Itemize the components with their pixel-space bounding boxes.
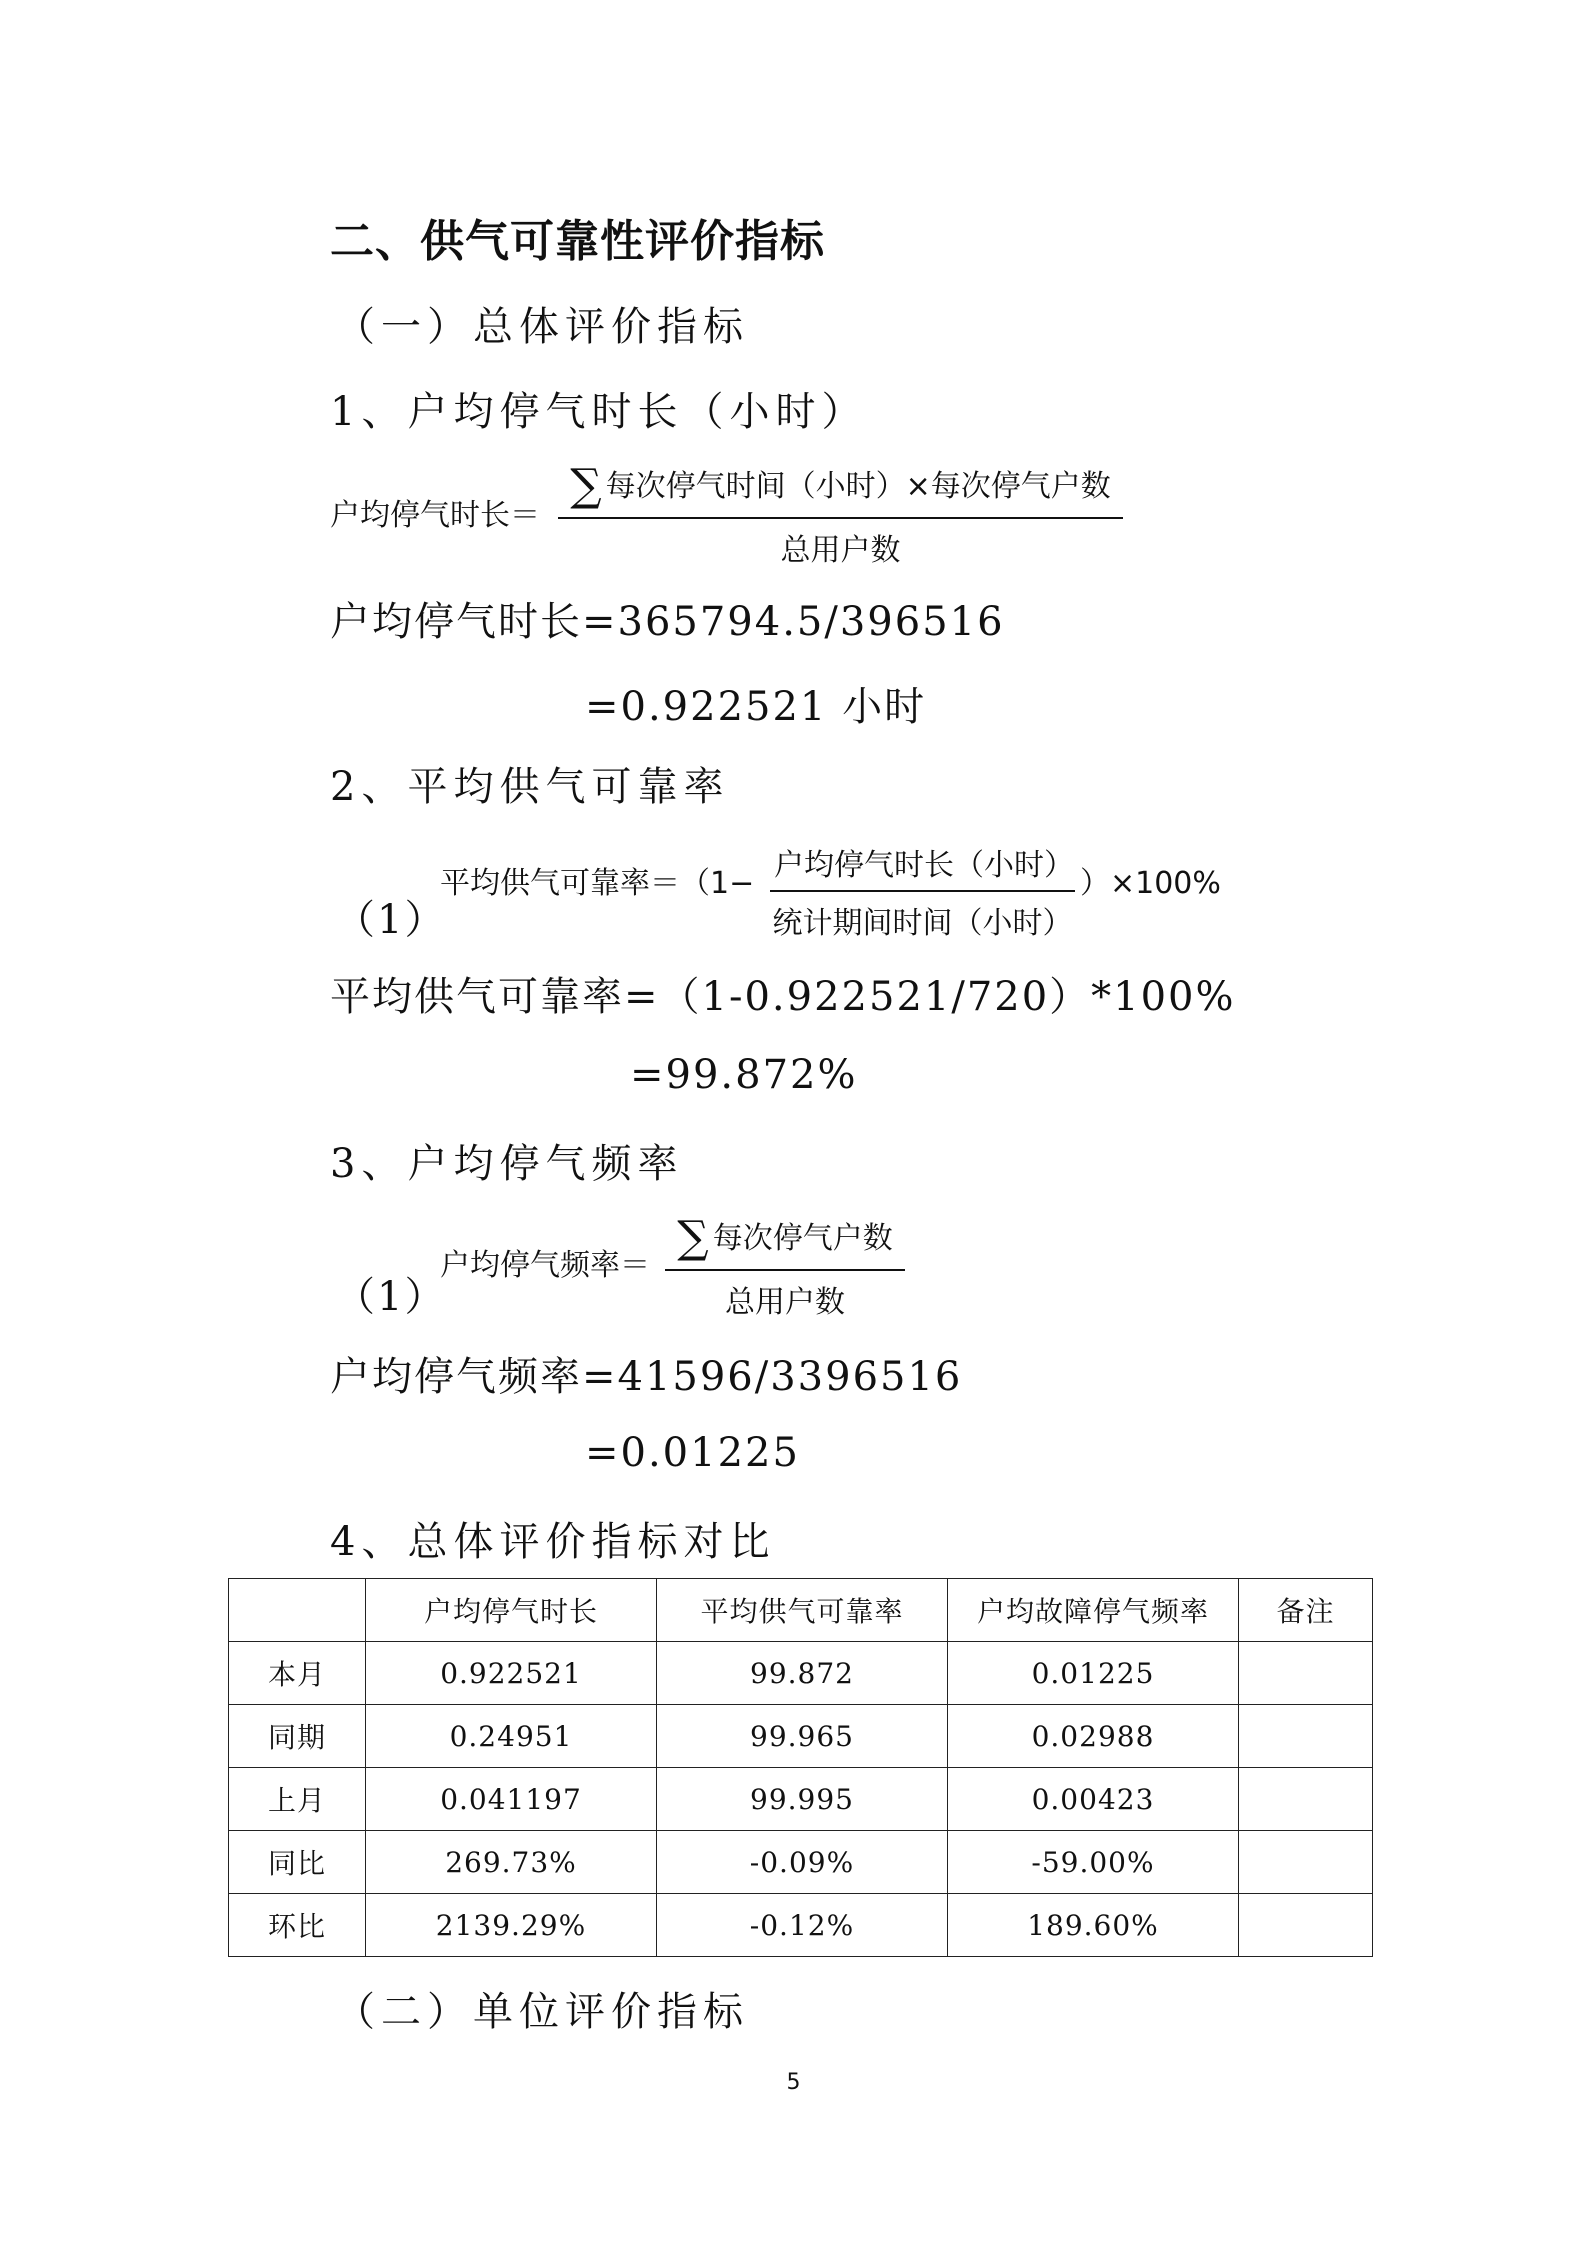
page-number: 5	[786, 2070, 801, 2095]
table-cell: 99.995	[657, 1768, 948, 1831]
table-cell	[1239, 1831, 1373, 1894]
table-cell	[1239, 1705, 1373, 1768]
table-header-cell: 备注	[1239, 1579, 1373, 1642]
table-header-cell	[229, 1579, 366, 1642]
table-cell: 189.60%	[948, 1894, 1239, 1957]
table-header-cell: 户均停气时长	[366, 1579, 657, 1642]
table-cell: 99.965	[657, 1705, 948, 1768]
item1-title: 1、户均停气时长（小时）	[330, 389, 868, 435]
item2-title: 2、平均供气可靠率	[330, 764, 730, 810]
table-cell: 同比	[229, 1831, 366, 1894]
table-cell: 0.01225	[948, 1642, 1239, 1705]
table-cell: 0.922521	[366, 1642, 657, 1705]
table-header-row	[229, 1579, 1373, 1642]
item2-formula-rhs: ）×100%	[1080, 866, 1221, 901]
item3-formula-fraction	[665, 1212, 905, 1321]
subsection-title-unit: （二）单位评价指标	[335, 1989, 749, 2035]
table-cell: -59.00%	[948, 1831, 1239, 1894]
subsection-title-overall: （一）总体评价指标	[335, 304, 749, 350]
table-cell: 环比	[229, 1894, 366, 1957]
table-cell: 本月	[229, 1642, 366, 1705]
item3-label: （1）	[335, 1274, 447, 1320]
table-row	[229, 1831, 1373, 1894]
item1-formula-numerator	[558, 460, 1123, 519]
item2-formula-lhs: 平均供气可靠率＝（1−	[440, 866, 755, 901]
sigma-symbol: ∑	[677, 1212, 709, 1263]
item2-formula-fraction	[770, 840, 1075, 942]
item3-calc-line1: 户均停气频率=41596/3396516	[330, 1354, 963, 1400]
table-cell: 同期	[229, 1705, 366, 1768]
table-row	[229, 1642, 1373, 1705]
item3-formula-lhs: 户均停气频率＝	[440, 1248, 650, 1283]
item3-title: 3、户均停气频率	[330, 1141, 684, 1187]
table-cell	[1239, 1768, 1373, 1831]
table-header-cell: 平均供气可靠率	[657, 1579, 948, 1642]
item2-label: （1）	[335, 897, 447, 943]
item3-formula-denominator: 总用户数	[725, 1285, 845, 1320]
item1-formula-denominator: 总用户数	[780, 533, 901, 568]
table-cell: 99.872	[657, 1642, 948, 1705]
table-cell	[1239, 1894, 1373, 1957]
table-cell: -0.12%	[657, 1894, 948, 1957]
table-cell: 269.73%	[366, 1831, 657, 1894]
item2-formula-numerator: 户均停气时长（小时）	[770, 840, 1075, 892]
table-row	[229, 1768, 1373, 1831]
item3-formula-numerator	[665, 1212, 905, 1271]
table-cell	[1239, 1642, 1373, 1705]
item2-formula-denominator: 统计期间时间（小时）	[772, 906, 1073, 941]
table-cell: 0.02988	[948, 1705, 1239, 1768]
table-cell: -0.09%	[657, 1831, 948, 1894]
item1-calc-line1: 户均停气时长=365794.5/396516	[330, 599, 1005, 645]
item3-calc-line2: =0.01225	[585, 1430, 800, 1476]
item1-formula-lhs: 户均停气时长＝	[330, 498, 540, 533]
section-title: 二、供气可靠性评价指标	[330, 216, 825, 267]
table-cell: 0.24951	[366, 1705, 657, 1768]
sigma-symbol: ∑	[570, 460, 602, 511]
item2-calc-line1: 平均供气可靠率=（1-0.922521/720）*100%	[330, 974, 1236, 1020]
comparison-table	[228, 1578, 1373, 1957]
item3-numerator-text: 每次停气户数	[712, 1221, 893, 1256]
item1-calc-line2: =0.922521 小时	[585, 684, 927, 730]
item2-calc-line2: =99.872%	[630, 1052, 858, 1098]
item1-formula-fraction	[558, 460, 1123, 569]
table-cell: 0.00423	[948, 1768, 1239, 1831]
table-cell: 0.041197	[366, 1768, 657, 1831]
table-row	[229, 1705, 1373, 1768]
table-header-cell: 户均故障停气频率	[948, 1579, 1239, 1642]
item4-title: 4、总体评价指标对比	[330, 1519, 776, 1565]
item1-numerator-text: 每次停气时间（小时）×每次停气户数	[605, 469, 1111, 504]
table-cell: 2139.29%	[366, 1894, 657, 1957]
table-cell: 上月	[229, 1768, 366, 1831]
table-row	[229, 1894, 1373, 1957]
